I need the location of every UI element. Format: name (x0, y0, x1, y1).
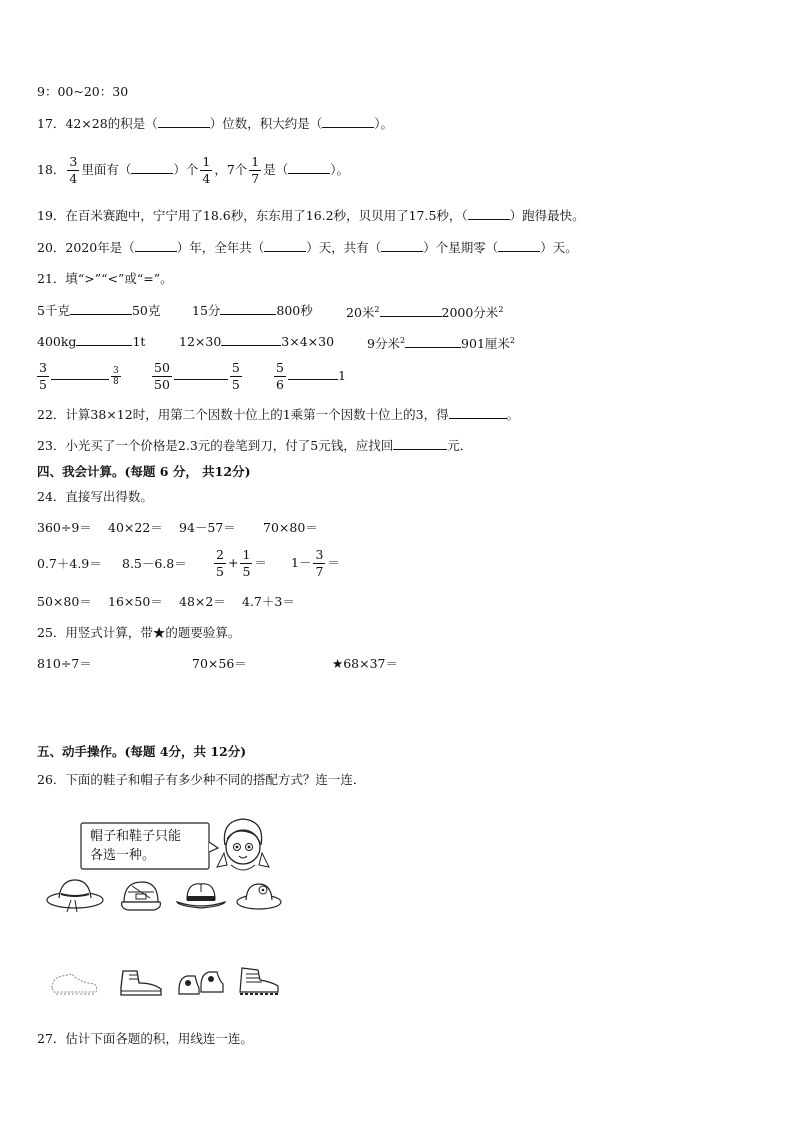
vertical-calc-item: 70×56＝ (192, 656, 247, 671)
fraction: $\frac{5}{6}$ (276, 360, 284, 392)
fraction: $\frac{3}{4}$ (69, 154, 78, 186)
answer-blank[interactable] (135, 239, 177, 252)
boot-icon (117, 965, 165, 1002)
fraction: $\frac{1}{5}$ (242, 547, 251, 579)
answer-blank[interactable] (158, 115, 210, 128)
girl-illustration (215, 815, 271, 880)
speech-bubble (80, 822, 210, 870)
fraction: $\frac{3}{8}$ (112, 366, 119, 387)
fraction: $\frac{5}{5}$ (231, 360, 240, 392)
answer-blank[interactable] (381, 239, 423, 252)
question-23: 23．小光买了一个价格是2.3元的卷笔到刀，付了5元钱，应找回 元． (37, 438, 473, 453)
calc-item: 1－ $\frac{3}{7}$ ＝ (291, 547, 340, 579)
calc-item: 94－57＝ (179, 520, 236, 535)
calc-item: 50×80＝ (37, 594, 92, 609)
compare-item (150, 358, 244, 394)
bubble-text: 帽子和鞋子只能 各选一种。 (90, 829, 182, 863)
question-21: 21．填“>”“<”或“=”。 (37, 271, 173, 286)
calc-item: 16×50＝ (108, 594, 163, 609)
compare-blank[interactable] (380, 303, 442, 317)
answer-blank[interactable] (288, 161, 330, 174)
question-22: 22．计算38×12时，用第二个因数十位上的1乘第一个因数十位上的3，得 。 (37, 407, 520, 422)
compare-item: 20米$^2$ 2000分米$^2$ (346, 305, 504, 321)
calc-item: 48×2＝ (179, 594, 226, 609)
calc-item: 70×80＝ (263, 520, 318, 535)
calc-item: 0.7＋4.9＝ (37, 556, 102, 571)
question-19: 19．在百米赛跑中，宁宁用了18.6秒，东东用了16.2秒，贝贝用了17.5秒，（ ）跑得最快。 (37, 208, 585, 223)
answer-blank[interactable] (131, 161, 173, 174)
answer-blank[interactable] (264, 239, 306, 252)
compare-blank[interactable] (70, 301, 132, 315)
fraction: $\frac{50}{50}$ (154, 360, 170, 392)
question-25: 25．用竖式计算，带★的题要验算。 (37, 625, 241, 640)
compare-row-3 (35, 358, 123, 394)
question-27: 27．估计下面各题的积，用线连一连。 (37, 1031, 253, 1046)
calc-item: 4.7＋3＝ (242, 594, 295, 609)
fraction: $\frac{3}{7}$ (315, 547, 324, 579)
hiking-shoe-icon (236, 964, 282, 1001)
hat-icon (45, 876, 105, 917)
compare-blank[interactable] (405, 334, 461, 348)
time-range-line: 9：00~20：30 (37, 84, 129, 99)
compare-blank[interactable] (220, 301, 276, 315)
answer-blank[interactable] (468, 207, 510, 220)
fraction: $\frac{2}{5}$ (216, 547, 224, 579)
fraction: $\frac{1}{4}$ (202, 154, 211, 186)
section-5-heading: 五、动手操作。(每题 4分，共 12分) (37, 744, 247, 759)
answer-blank[interactable] (322, 115, 374, 128)
fraction: $\frac{1}{7}$ (251, 154, 260, 186)
compare-blank[interactable] (288, 366, 338, 380)
calc-item: 40×22＝ (108, 520, 163, 535)
question-26: 26．下面的鞋子和帽子有多少种不同的搭配方式？连一连． (37, 772, 366, 787)
question-24: 24．直接写出得数。 (37, 489, 153, 504)
compare-item: 12×30 3×4×30 (179, 334, 335, 349)
compare-blank[interactable] (174, 366, 228, 380)
compare-row-2: 400kg 1t (37, 334, 146, 349)
sneaker-icon (48, 968, 100, 1001)
calc-item: $\frac{2}{5}$ + $\frac{1}{5}$ ＝ (216, 547, 267, 579)
fraction: $\frac{3}{5}$ (39, 360, 47, 392)
question-18: 18． $\frac{3}{4}$ 里面有（ ）个 $\frac{1}{4}$ ，7个 $\frac{1}{7}$ 是（ ）。 (37, 154, 350, 186)
cap-icon (118, 878, 164, 917)
section-4-heading: 四、我会计算。(每题 6 分， 共12分) (37, 464, 251, 479)
pair-of-shoes-icon (175, 966, 225, 1001)
fedora-hat-icon (175, 880, 227, 915)
calc-item: 8.5－6.8＝ (122, 556, 187, 571)
flower-hat-icon (235, 878, 283, 915)
question-20: 20．2020年是（ ）年，全年共（ ）天，共有（ ）个星期零（ ）天。 (37, 240, 578, 255)
answer-blank[interactable] (449, 405, 507, 419)
compare-item: 9分米$^2$ 901厘米$^2$ (367, 336, 515, 352)
compare-blank[interactable] (76, 332, 132, 346)
question-17: 17．42×28的积是（ ）位数，积大约是（ ）。 (37, 116, 393, 131)
vertical-calc-item: 810÷7＝ (37, 656, 92, 671)
calc-item: 360÷9＝ (37, 520, 92, 535)
vertical-calc-item: ★68×37＝ (332, 656, 398, 671)
compare-blank[interactable] (51, 366, 109, 380)
compare-item: $\frac{5}{6}$ 1 (276, 360, 346, 392)
compare-blank[interactable] (221, 332, 281, 346)
compare-item: 15分 800秒 (192, 303, 313, 318)
answer-blank[interactable] (498, 239, 540, 252)
compare-row-1: 5千克 50克 (37, 303, 161, 318)
answer-blank[interactable] (393, 436, 447, 450)
